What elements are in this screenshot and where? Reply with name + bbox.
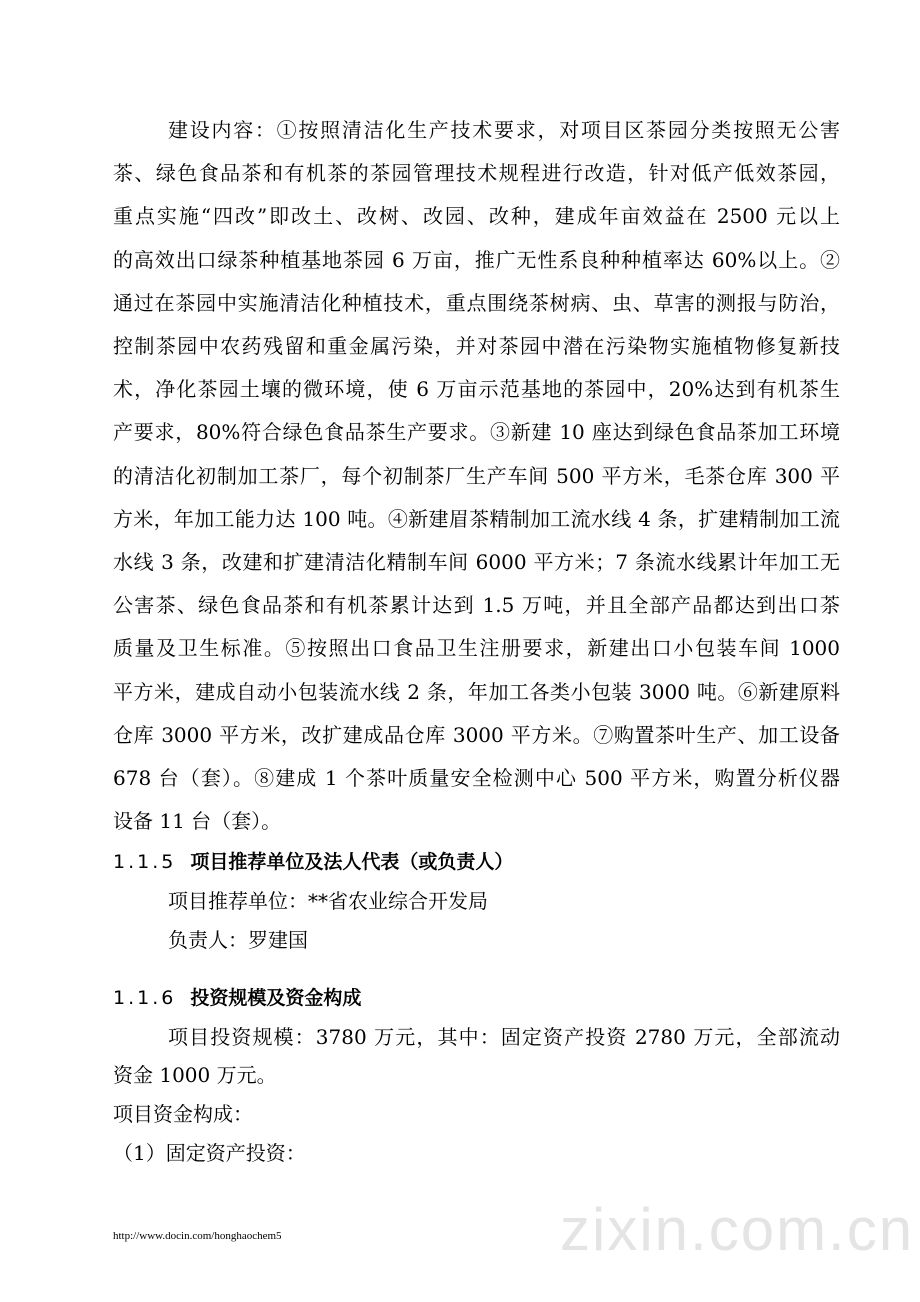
spacer	[113, 959, 840, 979]
construction-content-paragraph	[113, 109, 840, 843]
paragraph-line: 的高效出口绿茶种植基地茶园 6 万亩，推广无性系良种种植率达 60%以上。②	[113, 247, 840, 272]
paragraph-line: 公害茶、绿色食品茶和有机茶累计达到 1.5 万吨，并且全部产品都达到出口茶	[113, 593, 840, 618]
paragraph-line: 产要求，80%符合绿色食品茶生产要求。③新建 10 座达到绿色食品茶加工环境	[113, 420, 840, 445]
section-title: 投资规模及资金构成	[190, 987, 362, 1010]
section-title: 项目推荐单位及法人代表（或负责人）	[190, 851, 514, 874]
investment-scale-line: 资金 1000 万元。	[113, 1063, 277, 1088]
responsible-person: 负责人：罗建国	[168, 927, 308, 952]
paragraph-line: 重点实施“四改”即改土、改树、改园、改种，建成年亩效益在 2500 元以上	[113, 204, 840, 229]
paragraph-line: 通过在茶园中实施清洁化种植技术，重点围绕茶树病、虫、草害的测报与防治，	[113, 290, 840, 315]
footer-url: http://www.docin.com/honghaochem5	[113, 1230, 282, 1242]
paragraph-line: 方米，年加工能力达 100 吨。④新建眉茶精制加工流水线 4 条，扩建精制加工流	[113, 506, 840, 531]
investment-scale-line: 项目投资规模：3780 万元，其中：固定资产投资 2780 万元，全部流动	[168, 1024, 840, 1049]
section-number: 1.1.6	[113, 987, 177, 1010]
fund-composition-label: 项目资金构成：	[113, 1102, 253, 1127]
paragraph-line: 平方米，建成自动小包装流水线 2 条，年加工各类小包装 3000 吨。⑥新建原料	[113, 679, 840, 704]
paragraph-line: 建设内容：①按照清洁化生产技术要求，对项目区茶园分类按照无公害	[168, 118, 840, 142]
section-1-1-5	[113, 843, 840, 959]
paragraph-line: 设备 11 台（套）。	[113, 809, 282, 834]
document-body	[113, 109, 840, 1172]
paragraph-line: 茶、绿色食品茶和有机茶的茶园管理技术规程进行改造，针对低产低效茶园，	[113, 161, 840, 186]
section-number: 1.1.5	[113, 851, 177, 874]
paragraph-line: 的清洁化初制加工茶厂，每个初制茶厂生产车间 500 平方米，毛茶仓库 300 平	[113, 463, 840, 488]
paragraph-line: 质量及卫生标准。⑤按照出口食品卫生注册要求，新建出口小包装车间 1000	[113, 636, 840, 661]
paragraph-line: 678 台（套）。⑧建成 1 个茶叶质量安全检测中心 500 平方米，购置分析仪器	[113, 766, 840, 791]
paragraph-line: 水线 3 条，改建和扩建清洁化精制车间 6000 平方米；7 条流水线累计年加工无	[113, 550, 840, 575]
paragraph-line: 控制茶园中农药残留和重金属污染，并对茶园中潜在污染物实施植物修复新技	[113, 334, 840, 359]
fixed-asset-investment-label: （1）固定资产投资：	[113, 1140, 306, 1165]
paragraph-line: 仓库 3000 平方米，改扩建成品仓库 3000 平方米。⑦购置茶叶生产、加工设备	[113, 722, 840, 747]
section-heading-1-1-5	[113, 843, 840, 882]
section-heading-1-1-6	[113, 979, 840, 1018]
section-1-1-6	[113, 979, 840, 1172]
watermark: zixin.com.cn	[560, 1196, 915, 1263]
paragraph-line: 术，净化茶园土壤的微环境，使 6 万亩示范基地的茶园中，20%达到有机茶生	[113, 377, 840, 402]
recommending-unit: 项目推荐单位：**省农业综合开发局	[168, 889, 488, 914]
